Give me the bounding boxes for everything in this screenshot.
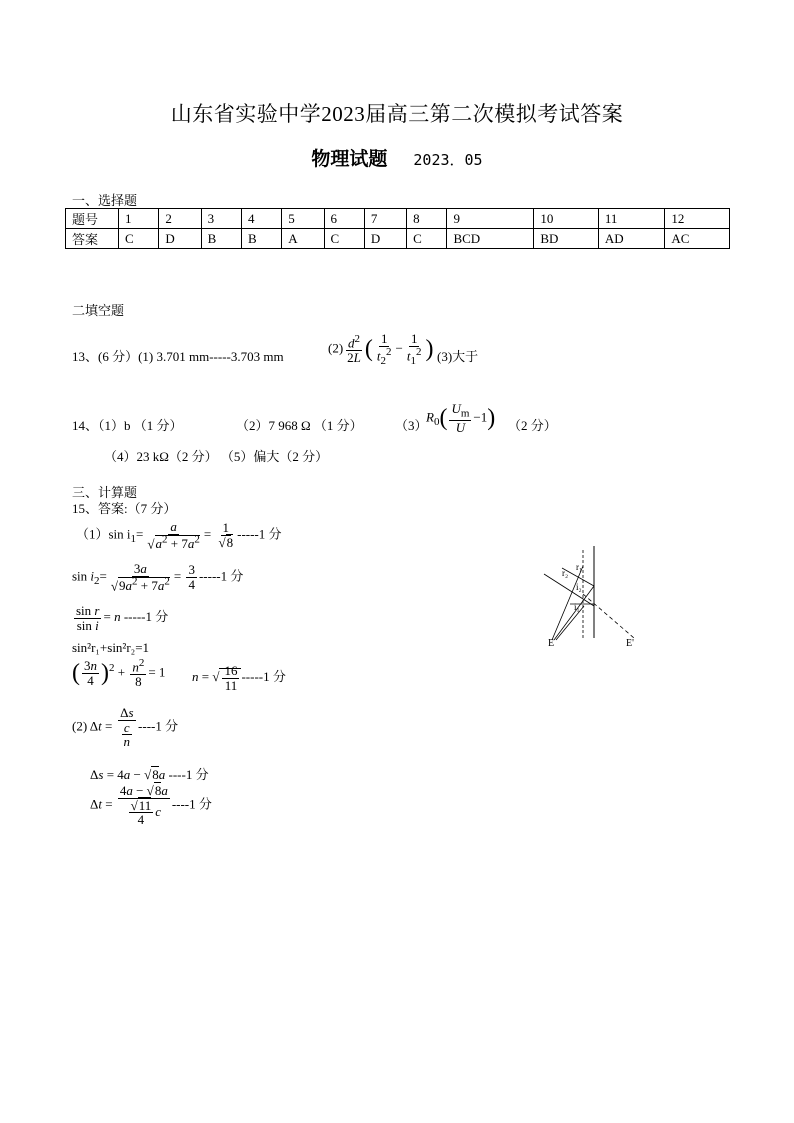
figure-label: i₁ — [574, 602, 580, 612]
formula-fraction: $\frac{1}{√8}$ — [218, 520, 234, 550]
formula-fraction: $\frac{d^2}{2L}$ — [347, 333, 361, 366]
score-text: ----1 分 — [138, 718, 179, 734]
section3-heading: 三、计算题 — [72, 485, 138, 500]
figure-label: E — [548, 638, 555, 648]
formula-fraction: $\frac{16}{11}$ — [224, 663, 238, 693]
q15-step4: sin²r₁+sin²r₂=1 — [72, 640, 150, 655]
table-cell: BD — [534, 229, 599, 249]
section1-heading: 一、选择题 — [72, 193, 138, 208]
table-cell: C — [324, 229, 364, 249]
table-cell: C — [407, 229, 447, 249]
table-cell: D — [159, 229, 201, 249]
q14-formula: $R_0$( $\frac{U_m}{U}$ −1) — [426, 401, 496, 436]
score-text: ----1 分 — [171, 796, 212, 812]
answer-table — [65, 208, 730, 249]
table-cell: 8 — [407, 209, 447, 229]
ray-line — [544, 574, 594, 606]
table-cell: 2 — [159, 209, 201, 229]
formula-fraction: $\frac{\text{sin r}}{\text{sin i}}$ — [76, 603, 100, 633]
table-cell: D — [364, 229, 406, 249]
formula-fraction: $\frac{3a}{√9a^2 + 7a^2}$ — [110, 561, 170, 593]
table-cell: 10 — [534, 209, 599, 229]
score-text: -----1 分 — [123, 609, 169, 625]
q14-part1: 14、（1）b （1 分） — [72, 418, 183, 433]
q15-step3: $\frac{\text{sin r}}{\text{sin i}}$ = n -----1 分 — [76, 603, 169, 633]
table-cell: 12 — [665, 209, 730, 229]
table-cell: 1 — [119, 209, 159, 229]
optics-diagram — [540, 544, 650, 648]
score-text: -----1 分 — [198, 568, 244, 584]
q13-part2: (2) $\frac{d^2}{2L}$ ( $\frac{1}{t_2^2}$ − $\frac{1}{t_1^2}$ ) — [328, 331, 434, 367]
table-cell: 11 — [598, 209, 664, 229]
q13-part1: 13、(6 分）(1) 3.701 mm-----3.703 mm — [72, 349, 284, 364]
ray-line — [554, 586, 594, 640]
table-cell: A — [282, 229, 324, 249]
row-label-number: 题号 — [66, 209, 119, 229]
figure-label: i₂ — [576, 582, 582, 592]
q15-step5-result: n = √ $\frac{16}{11}$ -----1 分 — [192, 663, 286, 693]
q14-line2: （4）23 kΩ（2 分） （5）偏大（2 分） — [104, 449, 329, 464]
formula-fraction: $\frac{a}{√a^2 + 7a^2}$ — [147, 519, 200, 551]
formula-fraction: $\frac{1}{t_2^2}$ — [376, 331, 392, 367]
figure-label: r₁ — [576, 562, 583, 572]
table-cell: 4 — [241, 209, 281, 229]
table-cell: B — [241, 229, 281, 249]
table-cell: AC — [665, 229, 730, 249]
table-cell: 5 — [282, 209, 324, 229]
step1-prefix: （1）sin i — [76, 526, 131, 542]
table-cell: 6 — [324, 209, 364, 229]
table-cell: 3 — [201, 209, 241, 229]
formula-fraction: $\frac{3}{4}$ — [188, 562, 195, 592]
score-text: ----1 分 — [168, 767, 209, 782]
q15-delta-t: Δt = 4a − √8a $\frac{√11}{4}$ c ----1 分 — [90, 783, 212, 828]
q15-delta-s: Δs = 4a − √8a ----1 分 — [90, 767, 209, 782]
table-cell: C — [119, 229, 159, 249]
dashed-ray-line — [583, 594, 634, 638]
formula-fraction: $\frac{U_m}{U}$ — [451, 401, 470, 436]
q14-part3-score: （2 分） — [508, 418, 557, 433]
table-cell: 9 — [447, 209, 534, 229]
exam-date: 2023．05 — [413, 151, 483, 169]
score-text: -----1 分 — [237, 526, 282, 542]
subject-title: 物理试题 — [311, 148, 388, 170]
part2-label: (2) — [72, 718, 88, 734]
page-title: 山东省实验中学2023届高三第二次模拟考试答案 — [170, 102, 624, 126]
q15-part2: (2) Δt = $\frac{\Delta s}{\frac{c}{n}}$ ----1 分 — [72, 705, 179, 750]
q15-step5: ( $\frac{3n}{4}$ )$^2$ + $\frac{n^2}{8}$ = 1 — [72, 657, 166, 689]
ray-line — [556, 606, 584, 640]
formula-fraction: $\frac{\Delta s}{\frac{c}{n}}$ — [120, 705, 134, 750]
formula-fraction: $\frac{1}{t_1^2}$ — [406, 331, 422, 367]
table-cell: AD — [598, 229, 664, 249]
subtitle — [0, 144, 794, 171]
formula-fraction: $\frac{n^2}{8}$ — [132, 657, 145, 689]
q14-part2: （2）7 968 Ω （1 分） — [236, 418, 363, 433]
q13-part3: (3)大于 — [437, 349, 479, 364]
q15-title: 15、答案:（7 分） — [72, 501, 177, 516]
formula-fraction: $\frac{3n}{4}$ — [84, 658, 97, 688]
figure-label: E' — [626, 638, 634, 648]
table-cell: BCD — [447, 229, 534, 249]
formula-fraction: 4a − √8a $\frac{√11}{4}$ c — [119, 783, 168, 828]
table-row-answers — [66, 229, 730, 249]
table-cell: B — [201, 229, 241, 249]
q14-part3-label: （3） — [395, 418, 428, 433]
section2-heading: 二填空题 — [72, 303, 125, 318]
q15-step1: （1）sin $i_1=$ $\frac{a}{√a^2 + 7a^2}$ = $\frac{1}{√8}$ -----1 分 — [76, 519, 282, 551]
q13-part2-label: (2) — [328, 340, 344, 356]
row-label-answer: 答案 — [66, 229, 119, 249]
figure-label: r₂ — [562, 568, 569, 578]
table-row-numbers — [66, 209, 730, 229]
q15-step2: $\sin i_2=$ $\frac{3a}{√9a^2 + 7a^2}$ = $\frac{3}{4}$ -----1 分 — [72, 561, 244, 593]
score-text: -----1 分 — [241, 669, 286, 685]
table-cell: 7 — [364, 209, 406, 229]
